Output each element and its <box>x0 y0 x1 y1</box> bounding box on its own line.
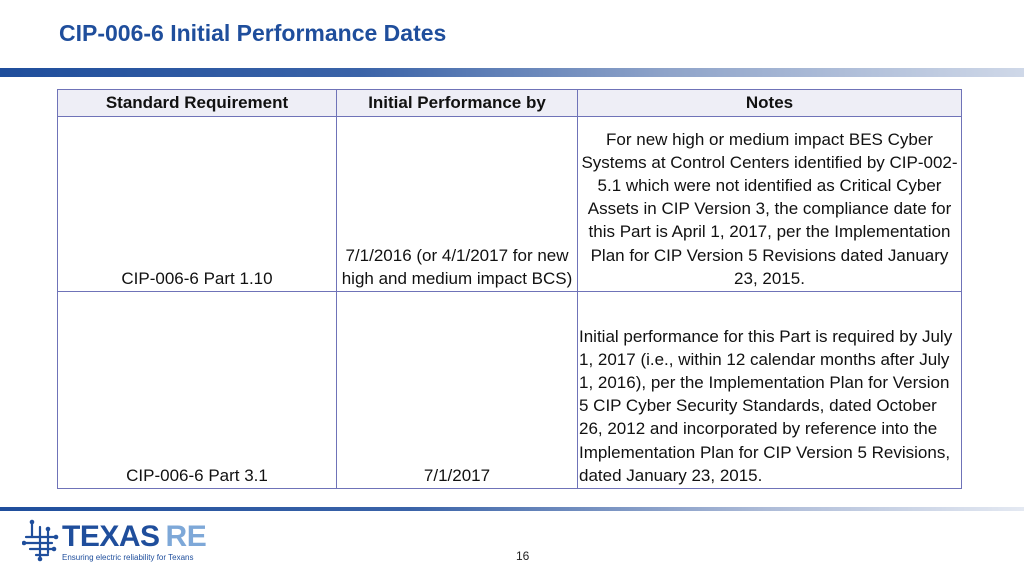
cell-notes: For new high or medium impact BES Cyber Systems at Control Centers identified by CIP-002-5.1 which were not identified as Critical Cyber Assets in CIP Version 3, the compliance date for this Part is April 1, 2017, per the Implementation Plan for CIP Version 5 Revisions dated January 23, 2015. <box>578 117 962 292</box>
texas-map-circuit-icon <box>22 519 60 563</box>
logo-name-texas: TEXAS <box>62 520 160 553</box>
footer-bar <box>0 507 1024 511</box>
table-row <box>58 292 962 489</box>
header-initial-performance-by: Initial Performance by <box>337 90 578 117</box>
cell-requirement: CIP-006-6 Part 1.10 <box>58 117 337 292</box>
header-notes: Notes <box>578 90 962 117</box>
logo-name-re: RE <box>165 520 207 553</box>
texas-re-logo <box>22 519 222 565</box>
page-number: 16 <box>516 549 530 563</box>
cell-requirement: CIP-006-6 Part 3.1 <box>58 292 337 489</box>
table-header-row <box>58 90 962 117</box>
slide-title: CIP-006-6 Initial Performance Dates <box>59 20 447 46</box>
performance-dates-table <box>57 89 962 489</box>
cell-notes: Initial performance for this Part is required by July 1, 2017 (i.e., within 12 calendar months after July 1, 2016), per the Implementation Plan for Version 5 CIP Cyber Security Standards, dated October 26, 2012 and incorporated by reference into the Implementation Plan for CIP Version 5 Revisions, dated January 23, 2015. <box>578 292 962 489</box>
header-standard-requirement: Standard Requirement <box>58 90 337 117</box>
logo-tagline: Ensuring electric reliability for Texans <box>62 553 194 562</box>
title-underline-bar <box>0 68 1024 77</box>
table-row <box>58 117 962 292</box>
cell-performance-by: 7/1/2017 <box>337 292 578 489</box>
cell-performance-by: 7/1/2016 (or 4/1/2017 for new high and medium impact BCS) <box>337 117 578 292</box>
